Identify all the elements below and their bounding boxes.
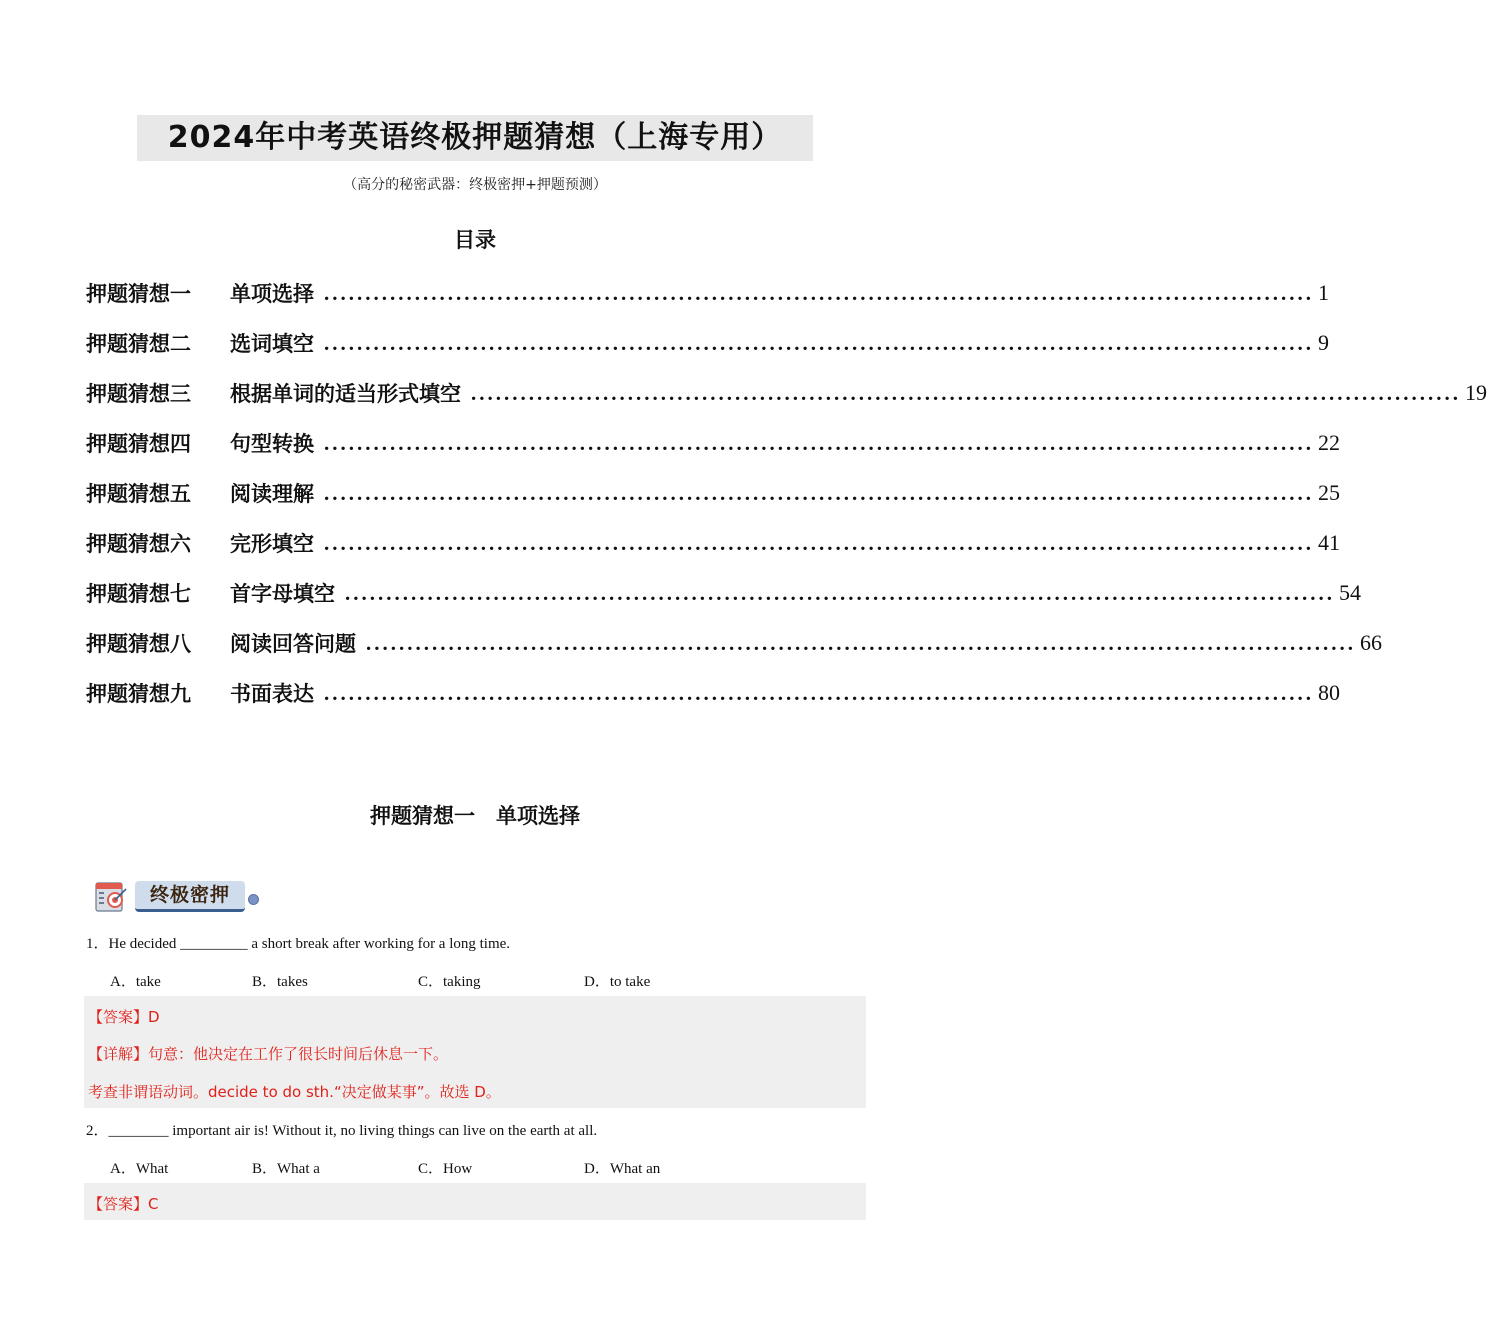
question-option: D．to take	[584, 974, 651, 990]
toc-row[interactable]	[86, 618, 1382, 668]
toc-leader-dots: ........................................................................................................................	[345, 580, 1335, 605]
question-option: B．takes	[252, 974, 308, 990]
section-heading: 押题猜想一 单项选择	[370, 804, 580, 828]
toc-title: 句型转换	[230, 432, 314, 456]
toc-title: 完形填空	[230, 532, 314, 556]
toc-title: 书面表达	[230, 682, 314, 706]
toc-number: 押题猜想五	[86, 482, 191, 506]
toc-number: 押题猜想二	[86, 332, 191, 356]
toc-number: 押题猜想七	[86, 582, 191, 606]
question-stem: 2．________ important air is! Without it, no living things can live on the earth at all.	[86, 1123, 598, 1139]
page-subtitle: （高分的秘密武器：终极密押+押题预测）	[343, 177, 607, 193]
question-option: A．What	[110, 1161, 169, 1177]
section-badge	[95, 878, 260, 916]
question-option: D．What an	[584, 1161, 661, 1177]
question-option: C．How	[418, 1161, 473, 1177]
toc-title: 单项选择	[230, 282, 314, 306]
toc-row[interactable]	[86, 518, 1340, 568]
answer-text: 【答案】C	[88, 1195, 159, 1213]
toc-number: 押题猜想一	[86, 282, 191, 306]
toc-page-number: 19	[1465, 380, 1487, 405]
toc-row[interactable]	[86, 318, 1329, 368]
toc-page-number: 80	[1318, 680, 1340, 705]
toc-leader-dots: ........................................................................................................................	[324, 330, 1314, 355]
toc-leader-dots: ........................................................................................................................	[324, 430, 1314, 455]
toc-leader-dots: ........................................................................................................................	[324, 480, 1314, 505]
target-board-icon	[95, 880, 129, 914]
toc-title: 选词填空	[230, 332, 314, 356]
toc-row[interactable]	[86, 468, 1340, 518]
badge-label: 终极密押	[135, 881, 245, 912]
toc-heading: 目录	[454, 228, 496, 252]
toc-number: 押题猜想八	[86, 632, 191, 656]
toc-leader-dots: ........................................................................................................................	[324, 530, 1314, 555]
toc-row[interactable]	[86, 668, 1340, 718]
toc-row[interactable]	[86, 568, 1361, 618]
answer-text: 【答案】D	[88, 1008, 160, 1026]
toc-title: 阅读回答问题	[230, 632, 356, 656]
answer-block	[84, 1183, 866, 1220]
page-title: 2024年中考英语终极押题猜想（上海专用）	[167, 120, 783, 155]
toc-number: 押题猜想六	[86, 532, 191, 556]
toc-row[interactable]	[86, 368, 1487, 418]
answer-detail: 【详解】句意：他决定在工作了很长时间后休息一下。	[88, 1045, 449, 1063]
toc-title: 首字母填空	[230, 582, 335, 606]
toc-number: 押题猜想九	[86, 682, 191, 706]
toc-title: 根据单词的适当形式填空	[230, 382, 461, 406]
question-option: A．take	[110, 974, 161, 990]
toc-row[interactable]	[86, 268, 1329, 318]
toc-leader-dots: ........................................................................................................................	[324, 680, 1314, 705]
toc-page-number: 1	[1318, 280, 1329, 305]
toc-page-number: 9	[1318, 330, 1329, 355]
question-option: B．What a	[252, 1161, 320, 1177]
toc-leader-dots: ........................................................................................................................	[471, 380, 1461, 405]
toc-page-number: 66	[1360, 630, 1382, 655]
toc-row[interactable]	[86, 418, 1340, 468]
toc-page-number: 25	[1318, 480, 1340, 505]
table-of-contents	[86, 268, 1487, 718]
toc-number: 押题猜想三	[86, 382, 191, 406]
toc-title: 阅读理解	[230, 482, 314, 506]
question-stem: 1．He decided _________ a short break after working for a long time.	[86, 936, 511, 952]
toc-leader-dots: ........................................................................................................................	[324, 280, 1314, 305]
toc-page-number: 41	[1318, 530, 1340, 555]
toc-number: 押题猜想四	[86, 432, 191, 456]
badge-dot	[248, 894, 259, 905]
toc-page-number: 54	[1339, 580, 1361, 605]
toc-page-number: 22	[1318, 430, 1340, 455]
question-option: C．taking	[418, 974, 481, 990]
answer-explanation: 考查非谓语动词。decide to do sth.“决定做某事”。故选 D。	[88, 1083, 501, 1101]
toc-leader-dots: ........................................................................................................................	[366, 630, 1356, 655]
